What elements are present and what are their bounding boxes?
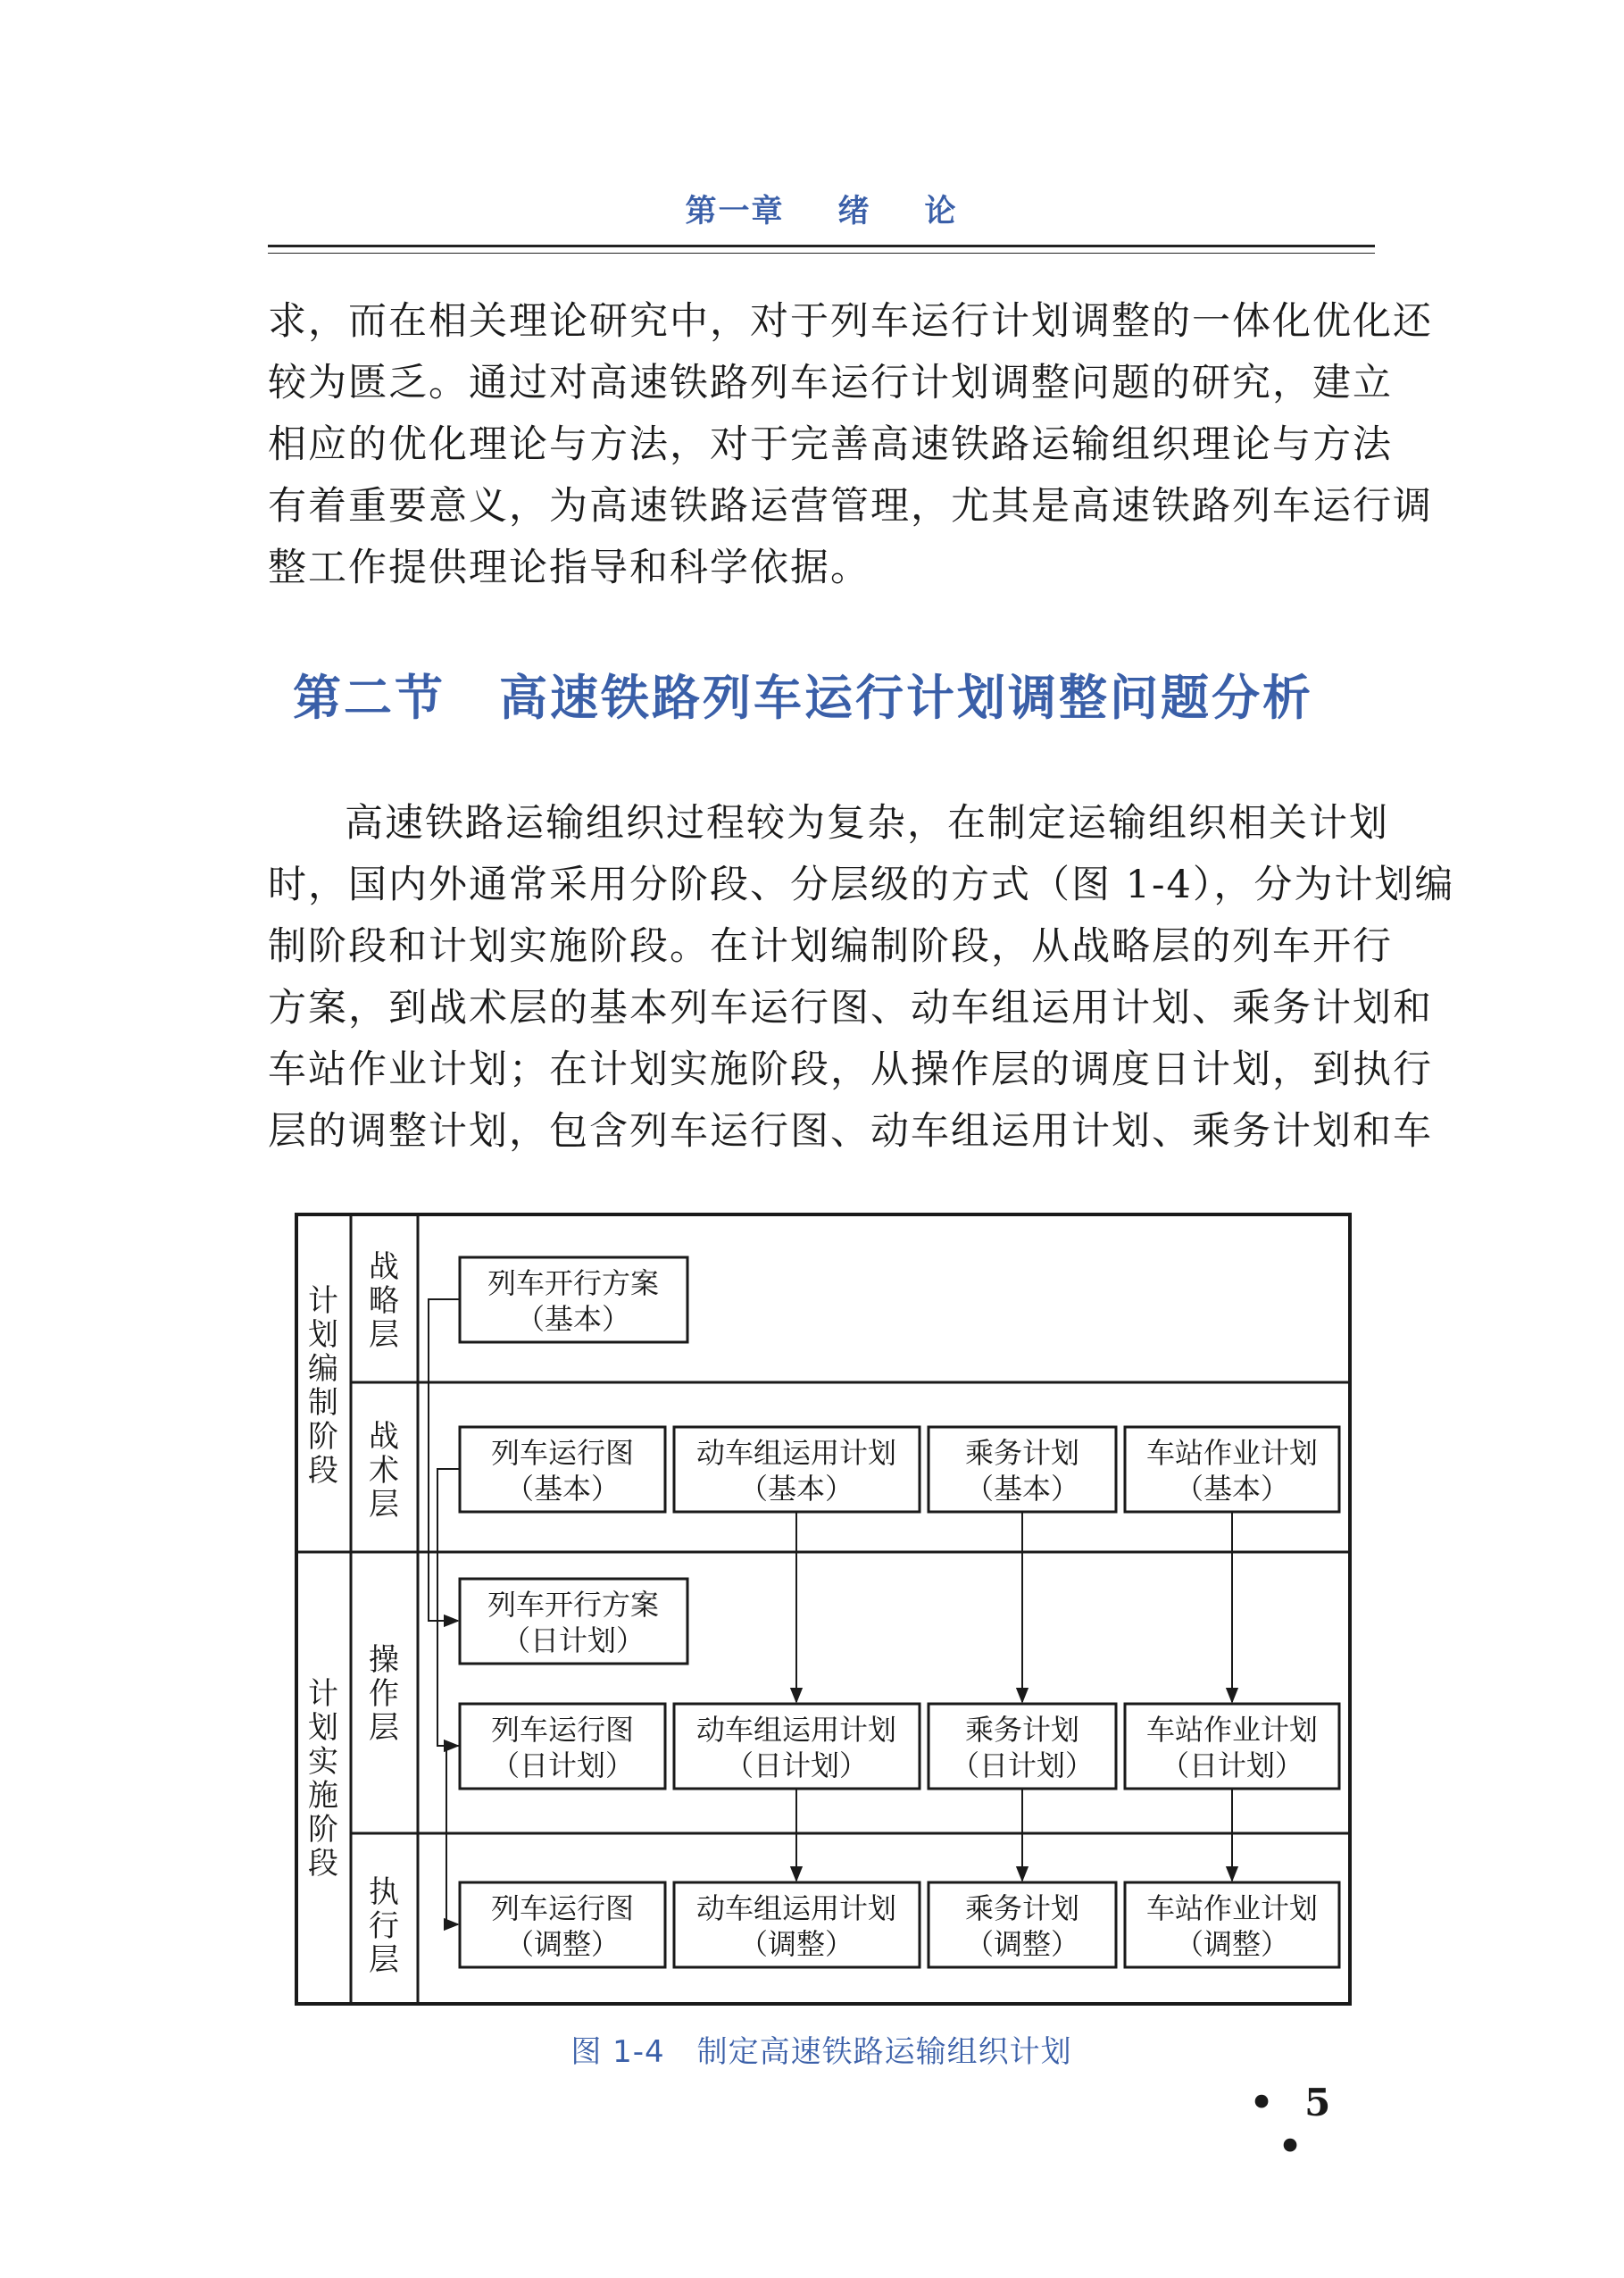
box-text: （日计划） [950, 1748, 1095, 1782]
chapter-title-part-2: 论 [924, 194, 958, 229]
paragraph-2-line: 层的调整计划，包含列车运行图、动车组运用计划、乘务计划和车 [268, 1109, 1433, 1154]
box-text: 列车运行图 [490, 1713, 635, 1747]
layer-label-strategic [369, 1249, 399, 1353]
planning-hierarchy-diagram [295, 1213, 1353, 2007]
arrow-plan-to-daily-plan [429, 1299, 460, 1621]
box-text: （调整） [504, 1927, 620, 1961]
vertical-label-char: 施 [308, 1778, 338, 1814]
box-text: 动车组运用计划 [695, 1891, 897, 1925]
paragraph-2-line: 制阶段和计划实施阶段。在计划编制阶段，从战略层的列车开行 [268, 924, 1393, 969]
paragraph-2-line: 高速铁路运输组织过程较为复杂，在制定运输组织相关计划 [345, 801, 1389, 846]
paragraph-1-line: 相应的优化理论与方法，对于完善高速铁路运输组织理论与方法 [268, 422, 1393, 467]
running-header [268, 189, 1375, 234]
box-text: 车站作业计划 [1145, 1891, 1319, 1925]
vertical-label-char: 执 [369, 1874, 399, 1910]
arrow-graph-to-daily-graph [437, 1469, 460, 1746]
vertical-label-char: 层 [369, 1710, 399, 1746]
box-text: 车站作业计划 [1145, 1436, 1319, 1470]
box-text: （基本） [964, 1472, 1080, 1506]
box-text: 乘务计划 [964, 1436, 1080, 1470]
vertical-label-char: 划 [308, 1317, 338, 1353]
box-text: （调整） [964, 1927, 1080, 1961]
chapter-title-part-1: 绪 [837, 194, 871, 229]
box-text: 列车运行图 [490, 1891, 635, 1925]
box-text: （日计划） [490, 1748, 635, 1782]
figure-1-4 [295, 1213, 1353, 2011]
box-text: 乘务计划 [964, 1891, 1080, 1925]
box-text: 列车运行图 [490, 1436, 635, 1470]
section-heading: 高速铁路列车运行计划调整问题分析 [499, 670, 1313, 726]
box-text: （基本） [1174, 1472, 1290, 1506]
chapter-number: 第一章 [685, 194, 785, 229]
box-text: 乘务计划 [964, 1713, 1080, 1747]
box-text: 车站作业计划 [1145, 1713, 1319, 1747]
vertical-label-char: 阶 [308, 1419, 338, 1455]
vertical-label-char: 作 [369, 1676, 399, 1712]
box-text: 动车组运用计划 [695, 1436, 897, 1470]
section-number: 第二节 [293, 670, 446, 726]
vertical-label-char: 划 [308, 1710, 338, 1746]
vertical-label-char: 段 [308, 1453, 338, 1489]
vertical-label-char: 略 [369, 1283, 399, 1319]
paragraph-2 [268, 793, 1455, 1163]
box-text: （日计划） [1160, 1748, 1304, 1782]
section-title [293, 663, 1382, 734]
stage-label-implementation [308, 1676, 338, 1882]
vertical-label-char: 计 [308, 1676, 338, 1712]
vertical-label-char: 行 [369, 1908, 399, 1944]
header-rule-thin [268, 253, 1375, 254]
box-text: （基本） [738, 1472, 854, 1506]
box-text: （调整） [1174, 1927, 1290, 1961]
box-text: （调整） [738, 1927, 854, 1961]
vertical-label-char: 段 [308, 1846, 338, 1882]
paragraph-1-line: 求，而在相关理论研究中，对于列车运行计划调整的一体化优化还 [268, 299, 1433, 344]
paragraph-2-line: 车站作业计划；在计划实施阶段，从操作层的调度日计划，到执行 [268, 1047, 1433, 1092]
paragraph-2-line: 方案，到战术层的基本列车运行图、动车组运用计划、乘务计划和 [268, 986, 1433, 1031]
header-rule-thick [268, 245, 1375, 247]
stage-label-planning [308, 1283, 338, 1489]
vertical-label-char: 战 [369, 1249, 399, 1285]
paragraph-2-line: 时，国内外通常采用分阶段、分层级的方式（图 1-4），分为计划编 [268, 863, 1455, 907]
vertical-label-char: 操 [369, 1642, 399, 1678]
paragraph-1-line: 整工作提供理论指导和科学依据。 [268, 546, 870, 590]
vertical-label-char: 术 [369, 1453, 399, 1489]
figure-title: 制定高速铁路运输组织计划 [696, 2034, 1072, 2070]
arrow-daily-graph-to-adjusted-graph [446, 1746, 460, 1924]
layer-label-operational [369, 1642, 399, 1746]
layer-label-tactical [369, 1419, 399, 1523]
figure-caption [268, 2027, 1375, 2071]
box-text: （日计划） [501, 1623, 645, 1657]
box-text: （基本） [504, 1472, 620, 1506]
layer-label-execution [369, 1874, 399, 1978]
figure-number: 图 1-4 [570, 2034, 665, 2070]
box-text: 列车开行方案 [487, 1266, 660, 1300]
vertical-label-char: 制 [308, 1385, 338, 1421]
box-text: （日计划） [724, 1748, 869, 1782]
page-number: • 5 • [1249, 2081, 1340, 2168]
vertical-label-char: 实 [308, 1744, 338, 1780]
vertical-label-char: 阶 [308, 1812, 338, 1848]
box-text: 列车开行方案 [487, 1588, 660, 1622]
vertical-label-char: 层 [369, 1317, 399, 1353]
paragraph-1-line: 有着重要意义，为高速铁路运营管理，尤其是高速铁路列车运行调 [268, 484, 1433, 529]
box-text: （基本） [515, 1302, 631, 1336]
paragraph-1 [268, 291, 1433, 599]
box-text: 动车组运用计划 [695, 1713, 897, 1747]
vertical-label-char: 层 [369, 1487, 399, 1523]
vertical-label-char: 编 [308, 1351, 338, 1387]
paragraph-1-line: 较为匮乏。通过对高速铁路列车运行计划调整问题的研究，建立 [268, 361, 1393, 405]
vertical-label-char: 战 [369, 1419, 399, 1455]
vertical-label-char: 计 [308, 1283, 338, 1319]
vertical-label-char: 层 [369, 1942, 399, 1978]
